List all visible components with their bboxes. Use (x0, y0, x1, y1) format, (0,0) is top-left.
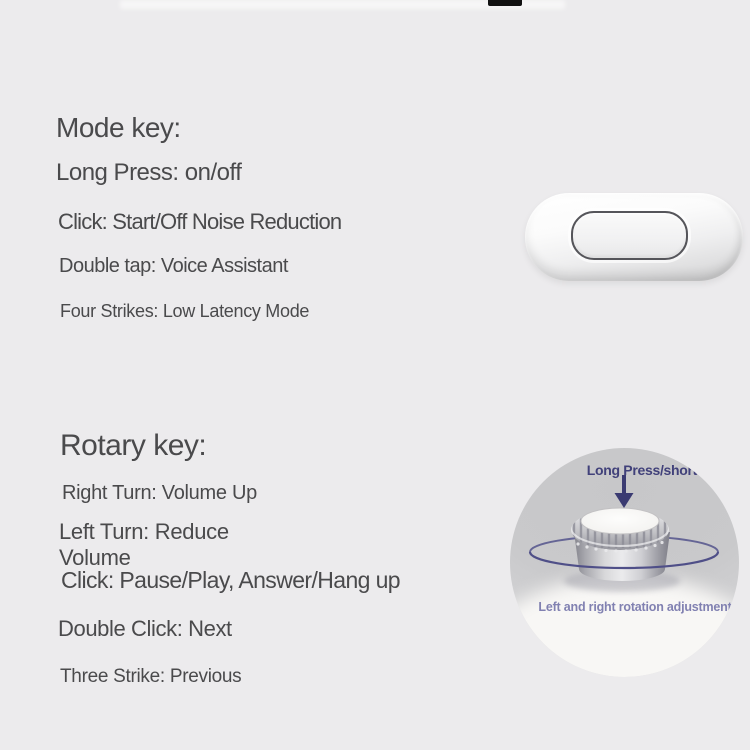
rotary-instruction-click: Click: Pause/Play, Answer/Hang up (61, 567, 401, 593)
rotary-knob-figure (510, 448, 739, 677)
rotary-knob-drawing (510, 448, 739, 677)
mode-key-title: Mode key: (56, 112, 181, 143)
mode-instruction-click: Click: Start/Off Noise Reduction (58, 209, 342, 234)
knob-top-label: Long Press/short Press (586, 462, 738, 478)
press-arrow-down-icon (615, 475, 634, 508)
mode-instruction-long-press: Long Press: on/off (56, 159, 242, 186)
mode-instruction-four-strikes: Four Strikes: Low Latency Mode (60, 301, 310, 321)
rotary-key-title: Rotary key: (60, 429, 207, 462)
knob-bottom-label: Left and right rotation adjustment (538, 600, 732, 614)
top-black-fragment (488, 0, 522, 6)
rotary-instruction-left-turn: Left Turn: Reduce Volume (59, 519, 229, 570)
rotary-instruction-three-strike: Three Strike: Previous (60, 666, 242, 687)
mode-key-button-figure (525, 193, 743, 281)
mode-instruction-double-tap: Double tap: Voice Assistant (59, 255, 288, 277)
rotary-instruction-right-turn: Right Turn: Volume Up (62, 482, 257, 504)
mode-button-outline (571, 211, 688, 260)
rotary-instruction-double-click: Double Click: Next (58, 616, 232, 641)
